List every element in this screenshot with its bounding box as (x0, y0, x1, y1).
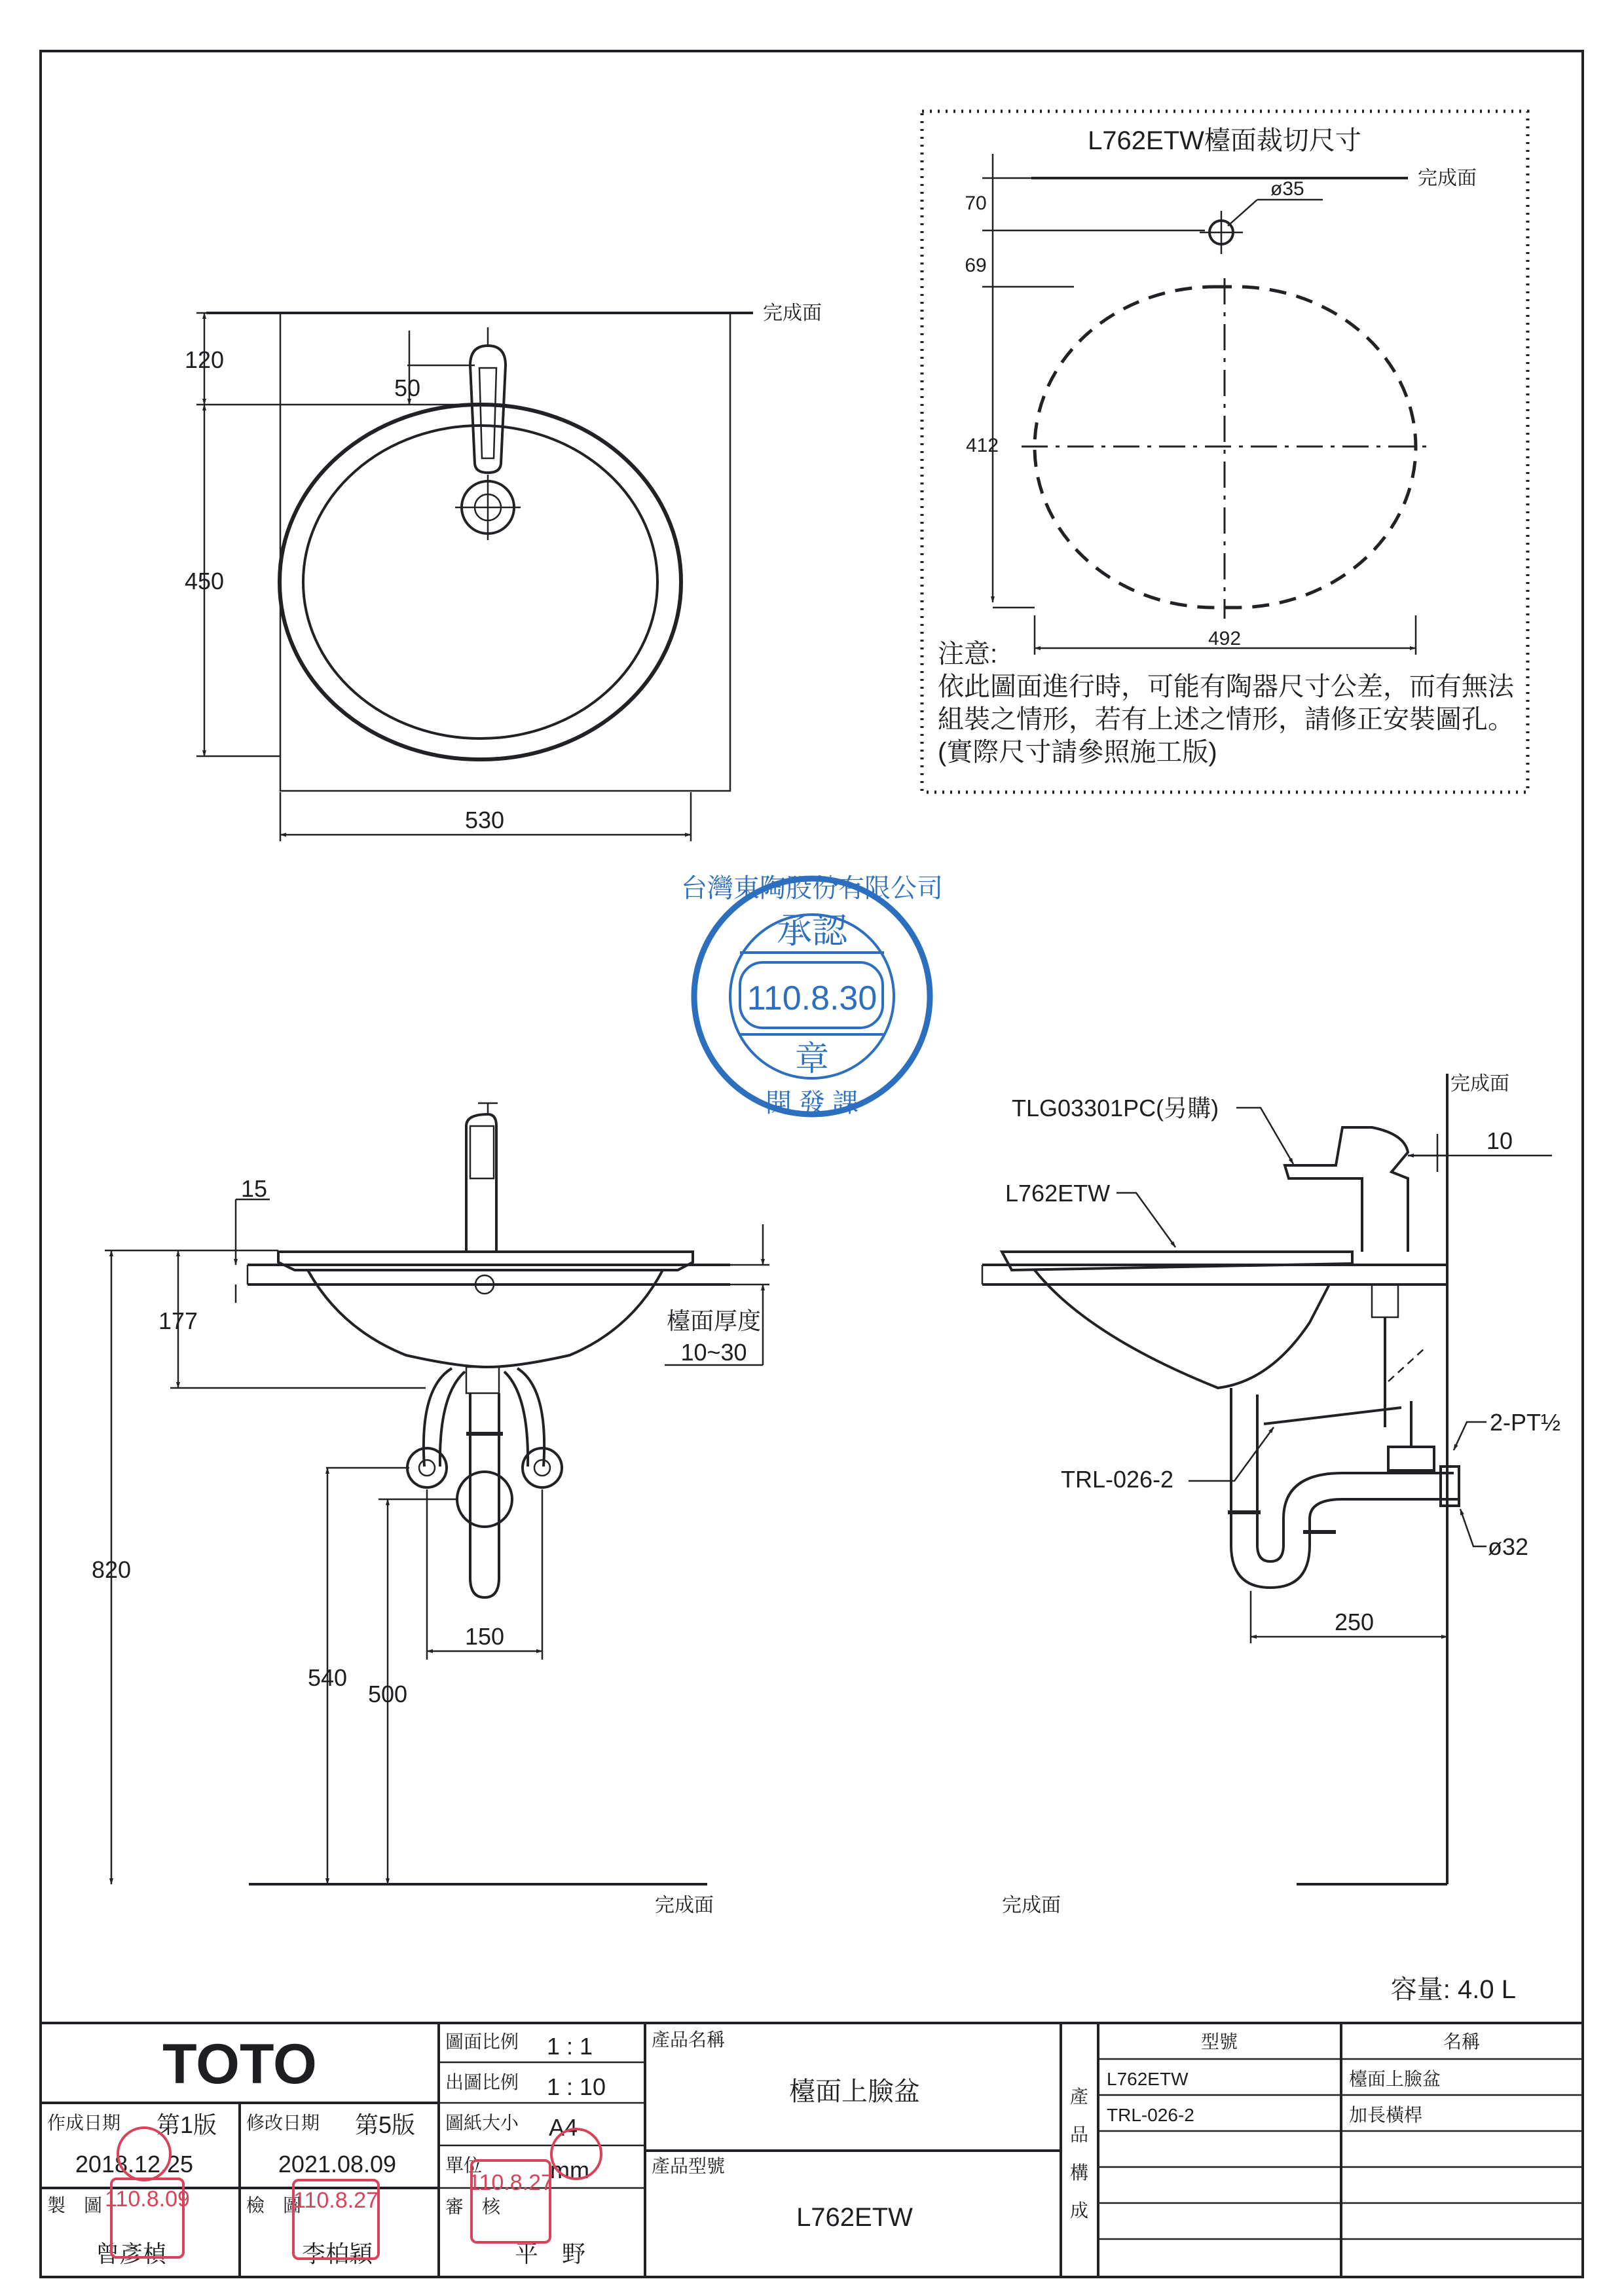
created-label: 作成日期 (47, 2113, 121, 2133)
scale-label: 圖面比例 (445, 2032, 519, 2052)
side-dim-10: 10 (1486, 1127, 1513, 1154)
revised-label: 修改日期 (246, 2113, 320, 2133)
front-elevation (92, 1103, 769, 1916)
checked-label: 檢 圖 (246, 2195, 302, 2215)
approved-name: 平 野 (514, 2240, 586, 2267)
approval-stamp (681, 874, 943, 1118)
side-bowl (1035, 1270, 1329, 1388)
print-scale-value: 1 : 10 (546, 2073, 606, 2100)
counter-thickness-range: 10~30 (680, 1339, 747, 1366)
note-line-1: 依此圖面進行時，可能有陶器尺寸公差，而有無法 (938, 672, 1514, 701)
scale-value: 1 : 1 (546, 2033, 593, 2060)
cutout-finish-label: 完成面 (1418, 168, 1477, 189)
composition-char-2: 品 (1069, 2124, 1089, 2145)
note-heading: 注意: (938, 640, 998, 668)
label-trl-026-2: TRL-026-2 (1061, 1466, 1174, 1493)
front-dim-500: 500 (367, 1681, 408, 1707)
composition-char-3: 構 (1069, 2162, 1089, 2183)
front-finish-label: 完成面 (655, 1895, 714, 1916)
side-finish-label-floor: 完成面 (1002, 1895, 1061, 1916)
plan-dim-450: 450 (184, 568, 225, 594)
seal-drawn-date: 110.8.09 (105, 2187, 190, 2212)
cutout-dim-diameter: ø35 (1270, 178, 1304, 200)
parts-header-name: 名稱 (1443, 2032, 1481, 2052)
composition-char-4: 成 (1069, 2200, 1089, 2221)
created-version: 第1版 (156, 2111, 217, 2138)
stamp-company: 台灣東陶股份有限公司 (681, 874, 943, 903)
unit-label: 單位 (445, 2155, 483, 2176)
plan-dim-120: 120 (184, 346, 225, 373)
side-angle-valve (1388, 1447, 1434, 1470)
plan-dim-50: 50 (394, 374, 421, 401)
approved-label: 審 核 (445, 2196, 501, 2217)
stamp-seal-text: 章 (794, 1040, 830, 1078)
plan-finish-label: 完成面 (763, 302, 822, 324)
cutout-dim-69: 69 (965, 255, 987, 276)
stamp-date: 110.8.30 (747, 979, 877, 1017)
stamp-department: 開 發 課 (765, 1089, 859, 1118)
product-model-value: L762ETW (796, 2203, 913, 2232)
cutout-dim-412: 412 (965, 435, 999, 456)
signature-seals (105, 2128, 601, 2259)
front-dim-15: 15 (240, 1175, 268, 1202)
side-finish-label-top: 完成面 (1450, 1073, 1509, 1095)
label-diameter-32: ø32 (1488, 1533, 1529, 1560)
seal-checked-date: 110.8.27 (293, 2188, 378, 2213)
front-drain-pipe (470, 1393, 499, 1597)
side-faucet (1285, 1127, 1408, 1252)
label-l762etw: L762ETW (1005, 1180, 1111, 1207)
print-scale-label: 出圖比例 (445, 2072, 519, 2092)
p-trap (1231, 1388, 1460, 1588)
paper-value: A4 (548, 2114, 578, 2141)
product-name-value: 檯面上臉盆 (789, 2077, 920, 2106)
drawing-frame (41, 51, 1583, 2277)
drawn-label: 製 圖 (47, 2195, 103, 2215)
basin-rim (280, 405, 681, 759)
note-line-2: 組裝之情形，若有上述之情形，請修正安裝圖孔。 (938, 705, 1514, 734)
revised-version: 第5版 (354, 2111, 416, 2138)
front-dim-150: 150 (464, 1623, 505, 1650)
brand-logo: TOTO (162, 2033, 317, 2096)
product-model-label: 產品型號 (652, 2156, 726, 2176)
cutout-title: L762ETW檯面裁切尺寸 (1088, 126, 1361, 155)
part-name-1: 檯面上臉盆 (1349, 2069, 1441, 2089)
drawn-name: 曾彥楨 (95, 2240, 167, 2267)
side-elevation (982, 1073, 1560, 1916)
paper-label: 圖紙大小 (445, 2113, 519, 2133)
checked-name: 李柏穎 (301, 2240, 373, 2267)
created-date: 2018.12.25 (75, 2151, 194, 2178)
composition-char-1: 產 (1069, 2086, 1089, 2107)
unit-value: mm (550, 2157, 589, 2183)
title-block (41, 2023, 1583, 2277)
label-tlg03301pc: TLG03301PC(另購) (1012, 1095, 1219, 1121)
product-name-label: 產品名稱 (652, 2030, 726, 2050)
stamp-approval-text: 承認 (777, 911, 847, 951)
front-dim-540: 540 (307, 1664, 348, 1691)
side-dim-250: 250 (1334, 1609, 1375, 1635)
plan-view (185, 302, 822, 841)
angle-valve-left (407, 1448, 447, 1487)
part-name-2: 加長橫桿 (1349, 2105, 1423, 2125)
front-dim-177: 177 (158, 1307, 198, 1334)
counter-thickness-label: 檯面厚度 (666, 1307, 762, 1334)
label-pt: 2-PT½ (1490, 1409, 1561, 1436)
capacity-label: 容量: 4.0 L (1390, 1975, 1516, 2004)
note-line-3: (實際尺寸請參照施工版) (938, 738, 1217, 767)
part-model-2: TRL-026-2 (1107, 2105, 1194, 2125)
front-dim-820: 820 (91, 1556, 132, 1583)
part-model-1: L762ETW (1107, 2069, 1189, 2089)
parts-header-model: 型號 (1200, 2032, 1238, 2052)
cutout-panel (922, 111, 1528, 792)
cutout-dim-492: 492 (1208, 628, 1242, 649)
seal-approved-date: 110.8.27 (468, 2170, 553, 2195)
plan-dim-530: 530 (464, 807, 505, 833)
faucet-top (470, 346, 506, 473)
cutout-dim-70: 70 (965, 192, 987, 214)
angle-valve-right (523, 1448, 562, 1487)
revised-date: 2021.08.09 (278, 2151, 397, 2178)
